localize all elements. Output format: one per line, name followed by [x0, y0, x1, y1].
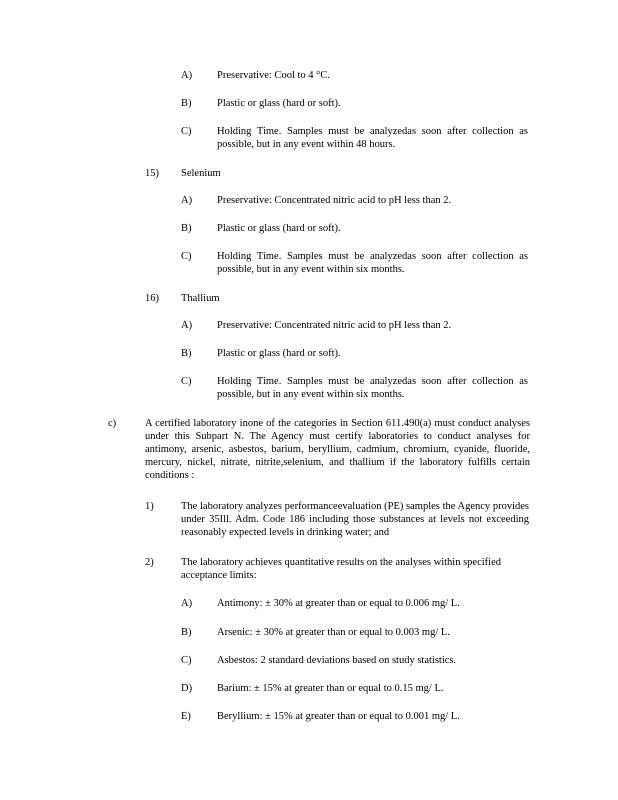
item-label: B) — [181, 223, 192, 234]
paragraph-label: c) — [108, 418, 117, 429]
item-label: C) — [181, 251, 192, 262]
item-label: C) — [181, 655, 192, 666]
item-text: The laboratory achieves quantitative results on the analyses within specified acceptance limits: — [181, 557, 501, 581]
section-heading: Selenium — [181, 168, 221, 179]
item-label: A) — [181, 598, 193, 609]
item-label: B) — [181, 98, 192, 109]
item-text: Beryllium: ± 15% at greater than or equal to 0.001 mg/ L. — [217, 711, 460, 722]
item-text: Preservative: Concentrated nitric acid to pH less than 2. — [217, 320, 452, 331]
item-label: A) — [181, 320, 193, 331]
item-label: C) — [181, 376, 192, 387]
section-number: 16) — [145, 293, 159, 304]
section-heading: Thallium — [181, 293, 220, 304]
paragraph-text: A certified laboratory inone of the categories in Section 611.490(a) must conduct analyses under this Subpart N. The Agency must certify laboratories to conduct analyses for antimony, arsenic, asbestos, barium, beryllium, cadmium, chromium, cyanide, fluoride, mercury, nickel, nitrate, nitrite,selenium, and thallium if the laboratory fulfills certain conditions : — [145, 418, 530, 481]
item-label: B) — [181, 627, 192, 638]
item-label: A) — [181, 70, 193, 81]
item-label: E) — [181, 711, 191, 722]
item-label: C) — [181, 126, 192, 137]
item-label: A) — [181, 195, 193, 206]
item-text: Preservative: Concentrated nitric acid to pH less than 2. — [217, 195, 452, 206]
item-label: 1) — [145, 501, 154, 512]
item-text: Holding Time. Samples must be analyzedas soon after collection as possible, but in any event within 48 hours. — [217, 126, 528, 150]
item-text: Plastic or glass (hard or soft). — [217, 98, 341, 109]
item-text: Holding Time. Samples must be analyzedas soon after collection as possible, but in any event within six months. — [217, 251, 528, 275]
item-label: B) — [181, 348, 192, 359]
item-text: Preservative: Cool to 4 °C. — [217, 70, 330, 81]
section-number: 15) — [145, 168, 159, 179]
item-text: Barium: ± 15% at greater than or equal to 0.15 mg/ L. — [217, 683, 444, 694]
item-text: The laboratory analyzes performanceevaluation (PE) samples the Agency provides under 35Ill. Adm. Code 186 including those substances at levels not exceeding reasonably expected levels in drinking water; and — [181, 501, 529, 538]
item-label: 2) — [145, 557, 154, 568]
item-text: Holding Time. Samples must be analyzedas soon after collection as possible, but in any event within six months. — [217, 376, 528, 400]
item-text: Arsenic: ± 30% at greater than or equal to 0.003 mg/ L. — [217, 627, 450, 638]
item-text: Antimony: ± 30% at greater than or equal to 0.006 mg/ L. — [217, 598, 460, 609]
item-text: Asbestos: 2 standard deviations based on study statistics. — [217, 655, 457, 666]
item-text: Plastic or glass (hard or soft). — [217, 348, 341, 359]
item-label: D) — [181, 683, 193, 694]
item-text: Plastic or glass (hard or soft). — [217, 223, 341, 234]
